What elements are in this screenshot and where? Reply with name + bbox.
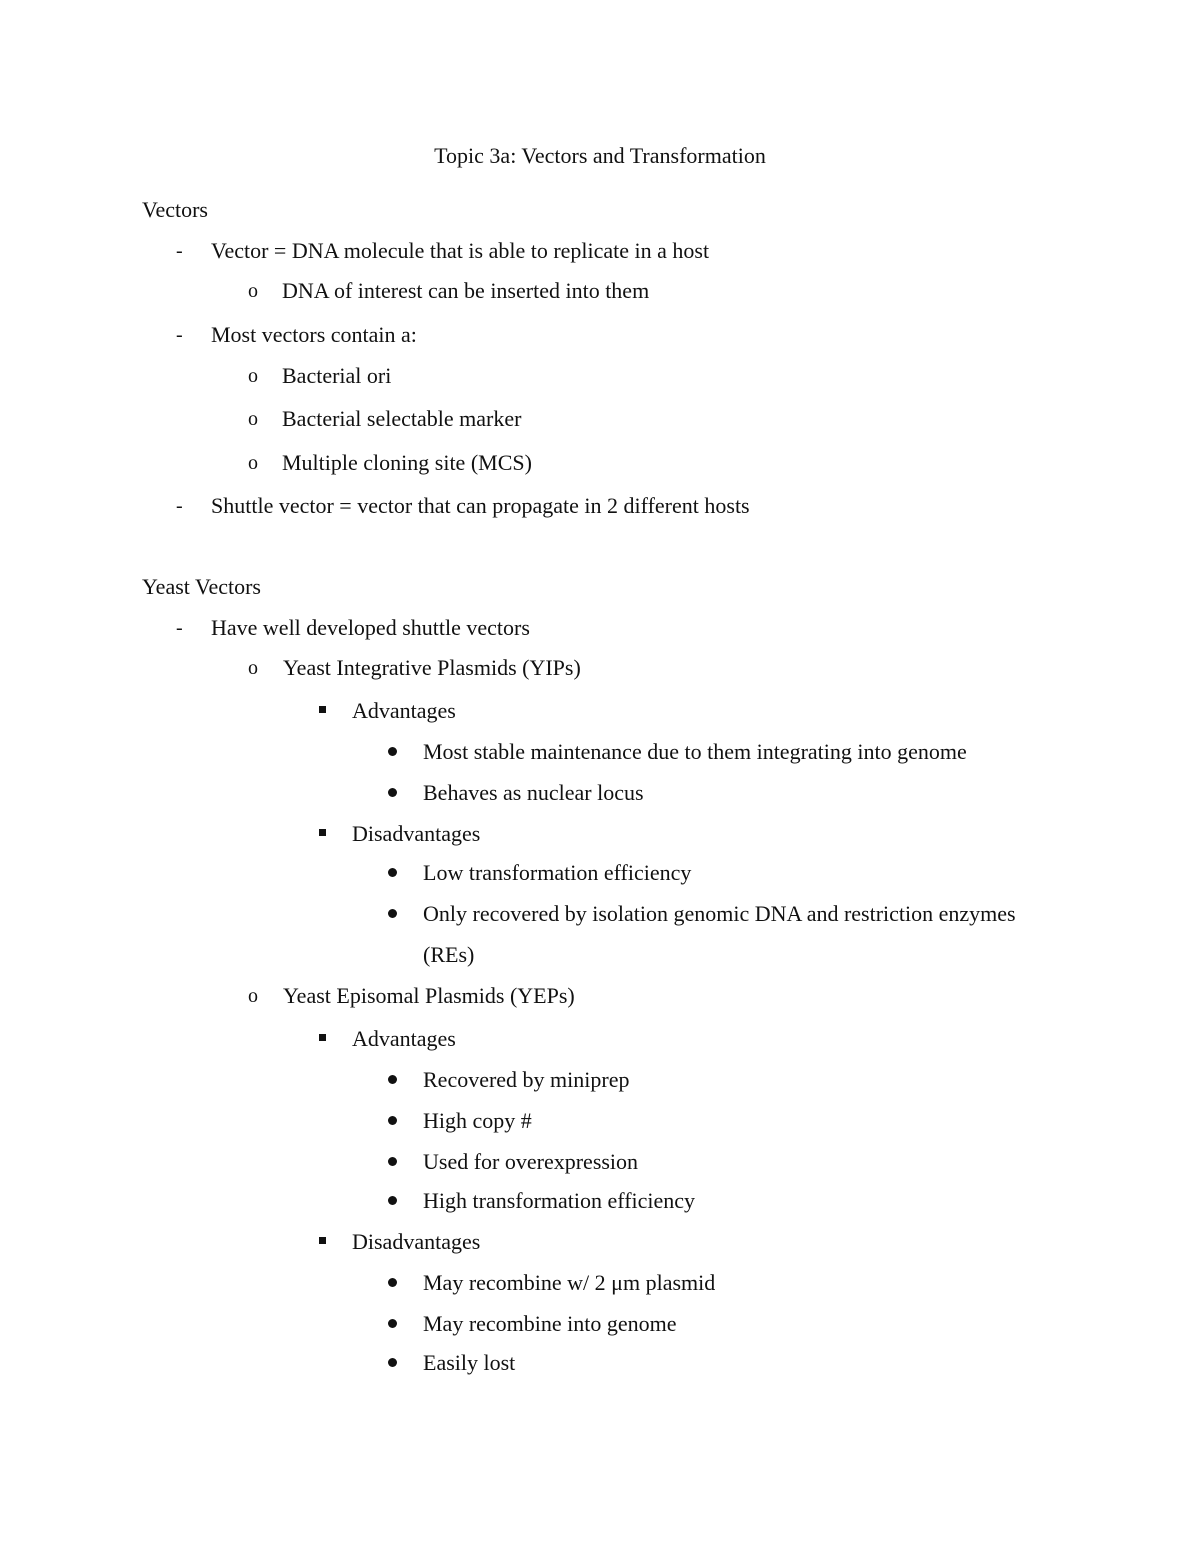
list-item: Disadvantages [352,1229,481,1254]
list-item: Vector = DNA molecule that is able to replicate in a host [211,238,710,263]
list-item: Only recovered by isolation genomic DNA and restriction enzymes [423,901,1016,926]
dot-bullet [388,1358,397,1367]
list-item: May recombine w/ 2 μm plasmid [423,1270,716,1295]
list-item: DNA of interest can be inserted into them [282,278,650,303]
section-heading-vectors: Vectors [142,197,208,222]
list-item: May recombine into genome [423,1311,677,1336]
list-item: Disadvantages [352,821,481,846]
square-bullet [319,1034,326,1041]
document-title: Topic 3a: Vectors and Transformation [434,143,766,168]
list-item: Behaves as nuclear locus [423,780,644,805]
list-item: Bacterial selectable marker [282,406,522,431]
list-item: High copy # [423,1108,532,1133]
circle-bullet: o [248,985,258,1007]
list-item: Multiple cloning site (MCS) [282,450,532,475]
list-item: Advantages [352,698,456,723]
square-bullet [319,706,326,713]
dot-bullet [388,1075,397,1084]
section-heading-yeast-vectors: Yeast Vectors [142,574,261,599]
dash-bullet: - [176,324,183,346]
dot-bullet [388,1116,397,1125]
dash-bullet: - [176,240,183,262]
list-item: Yeast Integrative Plasmids (YIPs) [283,655,581,680]
list-item: Used for overexpression [423,1149,639,1174]
circle-bullet: o [248,408,258,430]
list-item: Have well developed shuttle vectors [211,615,530,640]
list-item: Easily lost [423,1350,516,1375]
dot-bullet [388,747,397,756]
list-item-continuation: (REs) [423,942,475,967]
dot-bullet [388,788,397,797]
dash-bullet: - [176,495,183,517]
list-item: Yeast Episomal Plasmids (YEPs) [283,983,575,1008]
dash-bullet: - [176,617,183,639]
circle-bullet: o [248,452,258,474]
list-item: Recovered by miniprep [423,1067,630,1092]
square-bullet [319,1237,326,1244]
list-item: Most stable maintenance due to them integrating into genome [423,739,967,764]
list-item: Low transformation efficiency [423,860,692,885]
list-item: High transformation efficiency [423,1188,696,1213]
circle-bullet: o [248,280,258,302]
dot-bullet [388,909,397,918]
circle-bullet: o [248,365,258,387]
dot-bullet [388,1278,397,1287]
dot-bullet [388,1319,397,1328]
dot-bullet [388,1196,397,1205]
list-item: Advantages [352,1026,456,1051]
square-bullet [319,829,326,836]
list-item: Most vectors contain a: [211,322,417,347]
list-item: Shuttle vector = vector that can propagate in 2 different hosts [211,493,750,518]
dot-bullet [388,1157,397,1166]
circle-bullet: o [248,657,258,679]
dot-bullet [388,868,397,877]
list-item: Bacterial ori [282,363,392,388]
